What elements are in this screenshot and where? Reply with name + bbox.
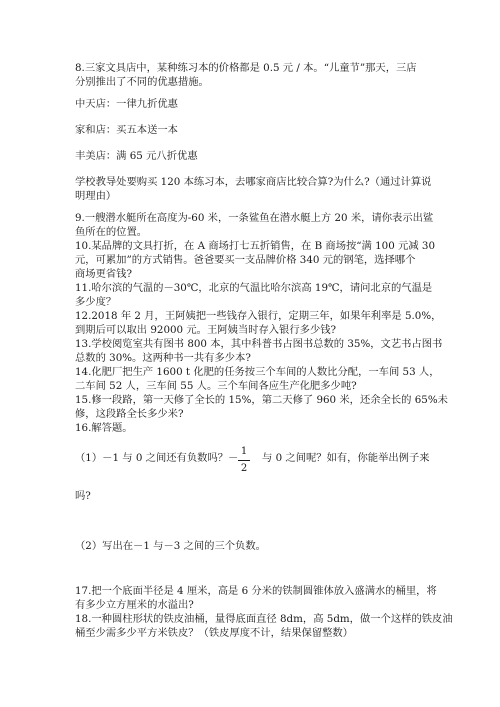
fraction-bar	[238, 460, 250, 461]
fraction-half	[238, 446, 250, 475]
q15-line-2: 修，这段路全长多少米?	[75, 408, 184, 420]
q16-part1-end: 吗?	[75, 490, 91, 502]
q18-line-2: 桶至少需多少平方米铁皮？（铁皮厚度不计，结果保留整数）	[75, 627, 354, 639]
q16-part2: （2）写出在－1 与－3 之间的三个负数。	[75, 540, 266, 552]
q8-line-1: 8.三家文具店中，某种练习本的价格都是 0.5 元 / 本。“儿童节”那天，三店	[75, 62, 417, 74]
q12-line-2: 到期后可以取出 92000 元。王阿姨当时存入银行多少钱?	[75, 324, 337, 336]
q10-line-3: 商场更省钱?	[75, 268, 133, 280]
q17-line-1: 17.把一个底面半径是 4 厘米，高是 6 分米的铁制圆锥体放入盛满水的桶里，将	[75, 585, 437, 597]
q8-question-2: 明理由）	[75, 190, 117, 202]
q13-line-2: 总数的 30%。这两种书一共有多少本?	[75, 352, 251, 364]
q15-line-1: 15.修一段路，第一天修了全长的 15%，第二天修了 960 米，还余全长的 65%未	[75, 394, 448, 406]
q8-shop-3: 丰美店：满 65 元八折优惠	[75, 150, 198, 162]
q16-part1-before: （1）－1 与 0 之间还有负数吗？－	[75, 452, 239, 464]
q16-title: 16.解答题。	[75, 422, 133, 434]
q13-line-1: 13.学校阅览室共有图书 800 本，其中科普书占图书总数的 35%，文艺书占图书	[75, 338, 443, 350]
q9-line-2: 鱼所在的位置。	[75, 226, 148, 238]
fraction-numerator: 1	[240, 446, 248, 457]
q8-line-2: 分别推出了不同的优惠措施。	[75, 76, 209, 88]
q8-question-1: 学校教导处要购买 120 本练习本，去哪家商店比较合算?为什么?（通过计算说	[75, 176, 432, 188]
q14-line-2: 二车间 52 人，三车间 55 人。三个车间各应生产化肥多少吨?	[75, 380, 357, 392]
fraction-denominator: 2	[240, 463, 248, 474]
q14-line-1: 14.化肥厂把生产 1600 t 化肥的任务按三个车间的人数比分配，一车间 53 人，	[75, 366, 440, 378]
q12-line-1: 12.2018 年 2 月，王阿姨把一些钱存入银行，定期三年，如果年利率是 5.0%，	[75, 310, 442, 322]
q9-line-1: 9.一艘潜水艇所在高度为-60 米，一条鲨鱼在潜水艇上方 20 米，请你表示出鲨	[75, 212, 434, 224]
q8-shop-1: 中天店：一律九折优惠	[75, 98, 178, 110]
q11-line-2: 多少度？	[75, 296, 117, 308]
q10-line-2: 元，可累加”的方式销售。爸爸要买一支品牌价格 340 元的钢笔，选择哪个	[75, 254, 416, 266]
q8-shop-2: 家和店：买五本送一本	[75, 124, 178, 136]
q17-line-2: 有多少立方厘米的水溢出?	[75, 599, 194, 611]
q18-line-1: 18.一种圆柱形状的铁皮油桶，量得底面直径 8dm，高 5dm，做一个这样的铁皮油	[75, 613, 453, 625]
q10-line-1: 10.某品牌的文具打折，在 A 商场打七五折销售，在 B 商场按“满 100 元减 30	[75, 240, 436, 252]
q11-line-1: 11.哈尔滨的气温的－30℃，北京的气温比哈尔滨高 19℃，请问北京的气温是	[75, 282, 433, 294]
q16-part1-after: 与 0 之间呢？如有，你能举出例子来	[262, 452, 430, 464]
